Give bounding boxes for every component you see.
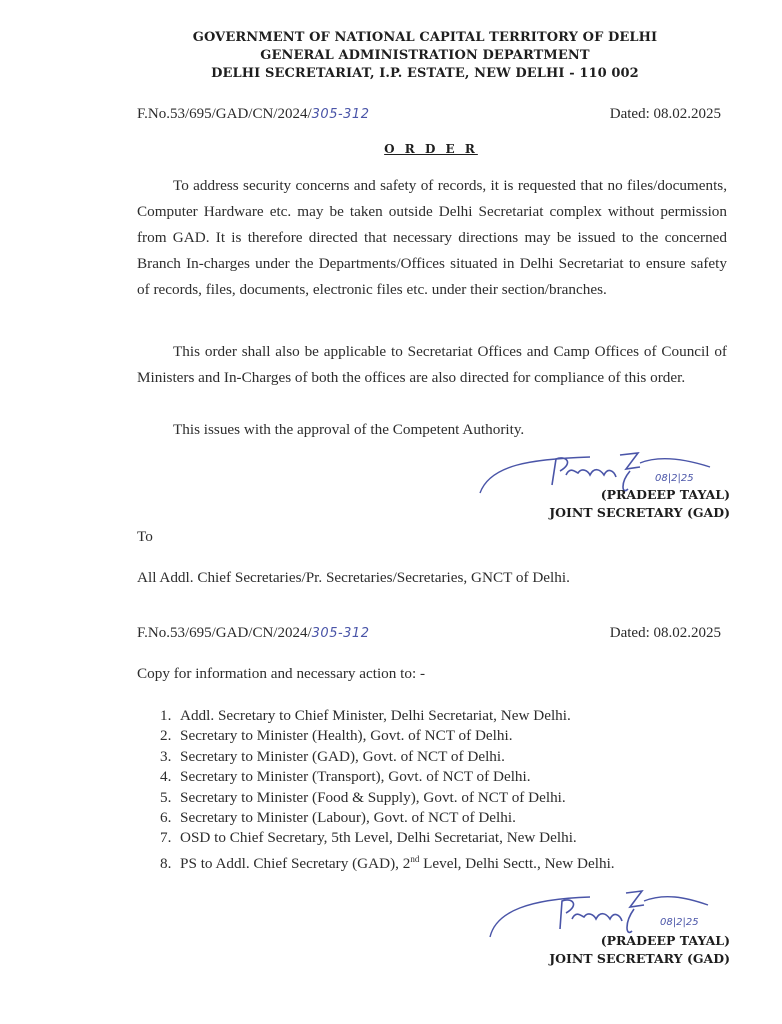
- copy-handwritten-dispatch-number: 305-312: [311, 626, 370, 641]
- list-number: 5.: [160, 788, 172, 806]
- signature-block-1: [470, 445, 730, 535]
- list-number: 6.: [160, 809, 172, 827]
- list-text: Secretary to Minister (Health), Govt. of NCT of Delhi.: [180, 727, 513, 745]
- signature-date: 08|2|25: [655, 473, 694, 484]
- list-text: Addl. Secretary to Chief Minister, Delhi Secretariat, New Delhi.: [180, 707, 571, 724]
- list-number: 7.: [160, 829, 172, 847]
- letterhead-department: GENERAL ADMINISTRATION DEPARTMENT: [260, 48, 590, 63]
- list-item: [160, 788, 615, 808]
- order-paragraph-3: This issues with the approval of the Competent Authority.: [173, 421, 525, 438]
- order-paragraph-2: This order shall also be applicable to Secretariat Offices and Camp Offices of Council of Ministers and In-Charges of both the offices are also directed for compliance of this order.: [137, 343, 727, 386]
- signatory-name: (PRADEEP TAYAL): [600, 933, 730, 948]
- order-title: O R D E R: [384, 142, 478, 156]
- order-date: Dated: 08.02.2025: [609, 106, 721, 122]
- order-paragraph-1: To address security concerns and safety of records, it is requested that no files/documents, Computer Hardware etc. may be taken outside Delhi Secretariat complex without permission from GAD. It is therefore directed that necessary directions may be issued to the concerned Branch In-charges under the Departments/Offices situated in Delhi Secretariat to ensure safety of records, files, documents, electronic files etc. under their section/branches.: [137, 177, 727, 298]
- addressee-recipients: All Addl. Chief Secretaries/Pr. Secretaries/Secretaries, GNCT of Delhi.: [137, 569, 570, 586]
- list-number: 4.: [160, 768, 172, 786]
- list-item: [160, 706, 615, 726]
- to-label: To: [137, 528, 153, 545]
- list-text: OSD to Chief Secretary, 5th Level, Delhi Secretariat, New Delhi.: [180, 829, 577, 847]
- handwritten-dispatch-number: 305-312: [311, 107, 370, 122]
- letterhead-government: GOVERNMENT OF NATIONAL CAPITAL TERRITORY OF DELHI: [192, 30, 658, 45]
- signatory-designation: JOINT SECRETARY (GAD): [549, 505, 730, 520]
- ordinal-suffix: nd: [410, 853, 420, 864]
- copy-file-number: [137, 625, 369, 642]
- list-text: Secretary to Minister (Transport), Govt. of NCT of Delhi.: [180, 768, 531, 786]
- list-number: 1.: [160, 707, 172, 724]
- list-text: Secretary to Minister (GAD), Govt. of NCT of Delhi.: [180, 747, 505, 765]
- signature-date: 08|2|25: [660, 917, 699, 928]
- list-text: PS to Addl. Chief Secretary (GAD), 2: [180, 854, 411, 872]
- list-item: [160, 726, 615, 746]
- list-item: [160, 767, 615, 787]
- list-item: [160, 747, 615, 767]
- list-text: Secretary to Minister (Labour), Govt. of NCT of Delhi.: [180, 809, 516, 827]
- copy-file-number-text: F.No.53/695/GAD/CN/2024/: [137, 625, 312, 641]
- list-number: 2.: [160, 727, 172, 745]
- letterhead-address: DELHI SECRETARIAT, I.P. ESTATE, NEW DELHI - 110 002: [211, 66, 639, 81]
- signature-block-2: [470, 885, 730, 975]
- file-number-text: F.No.53/695/GAD/CN/2024/: [137, 106, 312, 122]
- list-text: Secretary to Minister (Food & Supply), Govt. of NCT of Delhi.: [180, 788, 566, 806]
- list-number: 8.: [160, 854, 172, 872]
- list-text-continued: Level, Delhi Sectt., New Delhi.: [419, 854, 615, 872]
- list-item: [160, 828, 615, 848]
- copy-recipient-list: [160, 706, 615, 874]
- copy-reference-row: [137, 625, 721, 645]
- list-item: [160, 808, 615, 828]
- copy-date: Dated: 08.02.2025: [609, 625, 721, 641]
- signatory-name: (PRADEEP TAYAL): [600, 487, 730, 502]
- file-number: [137, 106, 369, 123]
- copy-intro: Copy for information and necessary action to: -: [137, 665, 426, 682]
- list-item: [160, 849, 615, 874]
- file-reference-row: [137, 106, 721, 126]
- list-number: 3.: [160, 747, 172, 765]
- signatory-designation: JOINT SECRETARY (GAD): [549, 951, 730, 966]
